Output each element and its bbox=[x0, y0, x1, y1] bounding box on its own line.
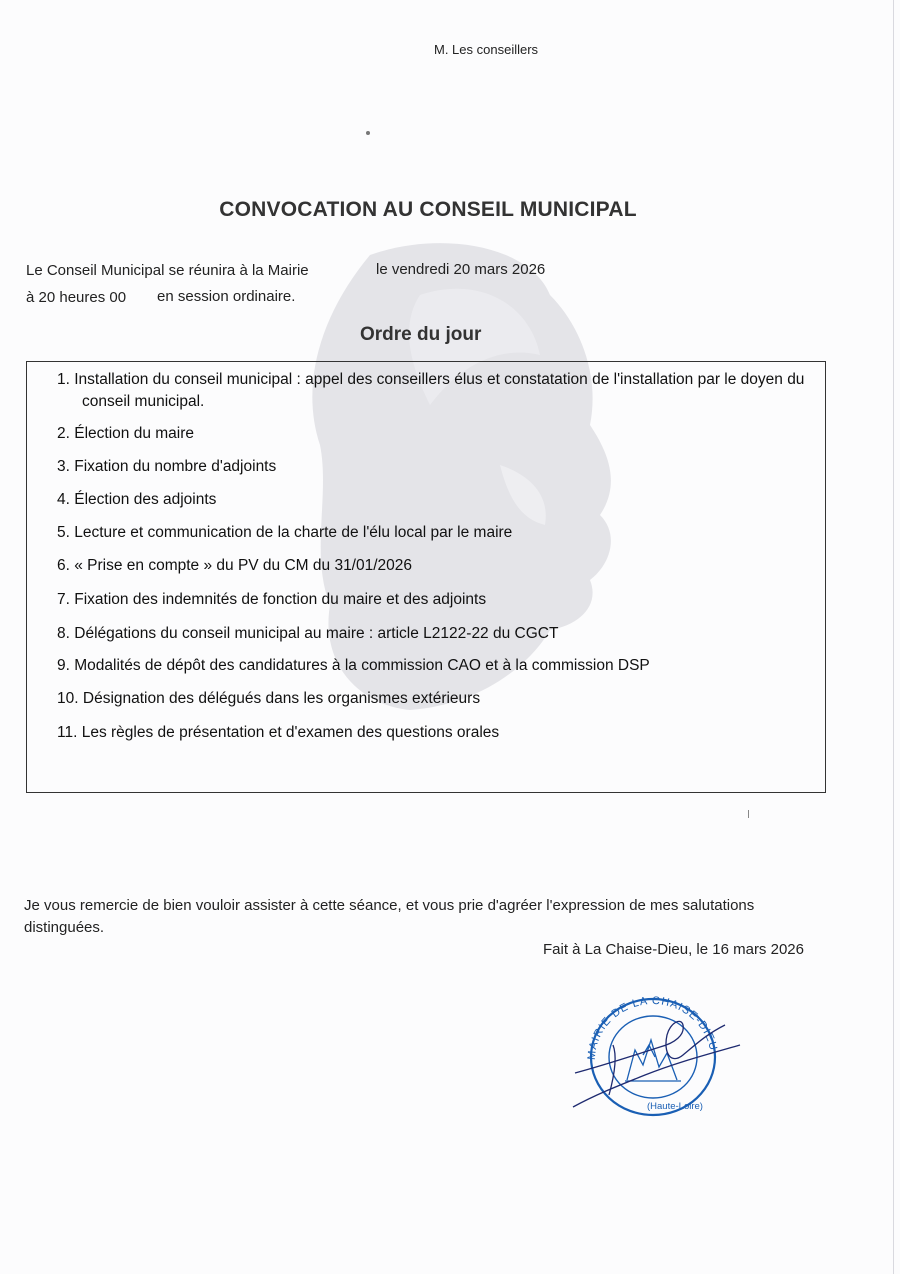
agenda-item bbox=[57, 688, 797, 710]
agenda-item bbox=[57, 456, 797, 478]
signoff-place-date: Fait à La Chaise-Dieu, le 16 mars 2026 bbox=[543, 941, 804, 958]
agenda-item-text: « Prise en compte » du PV du CM du 31/01/2026 bbox=[74, 557, 413, 574]
agenda-item bbox=[57, 589, 797, 611]
agenda-item-number: 3. bbox=[57, 458, 70, 475]
page-edge bbox=[893, 0, 894, 1274]
agenda-item bbox=[57, 555, 797, 577]
agenda-item bbox=[57, 423, 797, 445]
agenda-item bbox=[57, 489, 797, 511]
agenda-item-text: Élection des adjoints bbox=[74, 491, 217, 508]
agenda-item bbox=[57, 722, 797, 744]
agenda-item-text: Délégations du conseil municipal au maire : article L2122-22 du CGCT bbox=[74, 625, 559, 642]
svg-text:MAIRIE DE LA CHAISE-DIEU bbox=[586, 995, 719, 1060]
meeting-time: à 20 heures 00 bbox=[26, 289, 127, 306]
agenda-box bbox=[26, 361, 826, 793]
meeting-place: Le Conseil Municipal se réunira à la Mairie bbox=[26, 262, 309, 279]
agenda-item-number: 11. bbox=[57, 724, 78, 741]
agenda-item bbox=[57, 655, 797, 677]
agenda-item-number: 1. bbox=[57, 371, 70, 388]
stamp-bottom-text: (Haute-Loire) bbox=[647, 1101, 703, 1112]
agenda-item-number: 6. bbox=[57, 557, 70, 574]
closing-text: Je vous remercie de bien vouloir assister à cette séance, et vous prie d'agréer l'expression de mes salutations distinguées. bbox=[24, 897, 755, 936]
agenda-item-number: 9. bbox=[57, 657, 70, 674]
agenda-item-number: 8. bbox=[57, 625, 70, 642]
mairie-stamp bbox=[565, 995, 745, 1125]
addressee: M. Les conseillers bbox=[434, 42, 539, 57]
agenda-item-number: 10. bbox=[57, 690, 79, 707]
agenda-item-text: Les règles de présentation et d'examen des questions orales bbox=[81, 724, 500, 741]
agenda-item-number: 7. bbox=[57, 591, 70, 608]
agenda-item-text: Élection du maire bbox=[74, 425, 195, 442]
agenda-item-text: Installation du conseil municipal : appel des conseillers élus et constatation de l'installation par le doyen du conseil municipal. bbox=[74, 371, 805, 410]
agenda-item-text: Fixation des indemnités de fonction du maire et des adjoints bbox=[74, 591, 487, 608]
agenda-item-text: Fixation du nombre d'adjoints bbox=[74, 458, 277, 475]
agenda-item-text: Modalités de dépôt des candidatures à la commission CAO et à la commission DSP bbox=[74, 657, 650, 674]
scan-speck bbox=[366, 131, 370, 135]
agenda-item bbox=[57, 522, 797, 544]
agenda-item-number: 4. bbox=[57, 491, 70, 508]
stamp-ring-text: MAIRIE DE LA CHAISE-DIEU bbox=[585, 995, 720, 1061]
meeting-session: en session ordinaire. bbox=[157, 288, 296, 305]
agenda-item bbox=[57, 369, 822, 413]
agenda-title: Ordre du jour bbox=[360, 324, 482, 345]
agenda-item-text: Désignation des délégués dans les organismes extérieurs bbox=[82, 690, 481, 707]
page-title: CONVOCATION AU CONSEIL MUNICIPAL bbox=[219, 198, 637, 221]
scan-speck bbox=[748, 810, 749, 818]
meeting-date: le vendredi 20 mars 2026 bbox=[376, 261, 546, 278]
agenda-item-number: 2. bbox=[57, 425, 70, 442]
agenda-item-number: 5. bbox=[57, 524, 70, 541]
agenda-item-text: Lecture et communication de la charte de l'élu local par le maire bbox=[74, 524, 513, 541]
agenda-item bbox=[57, 623, 797, 645]
